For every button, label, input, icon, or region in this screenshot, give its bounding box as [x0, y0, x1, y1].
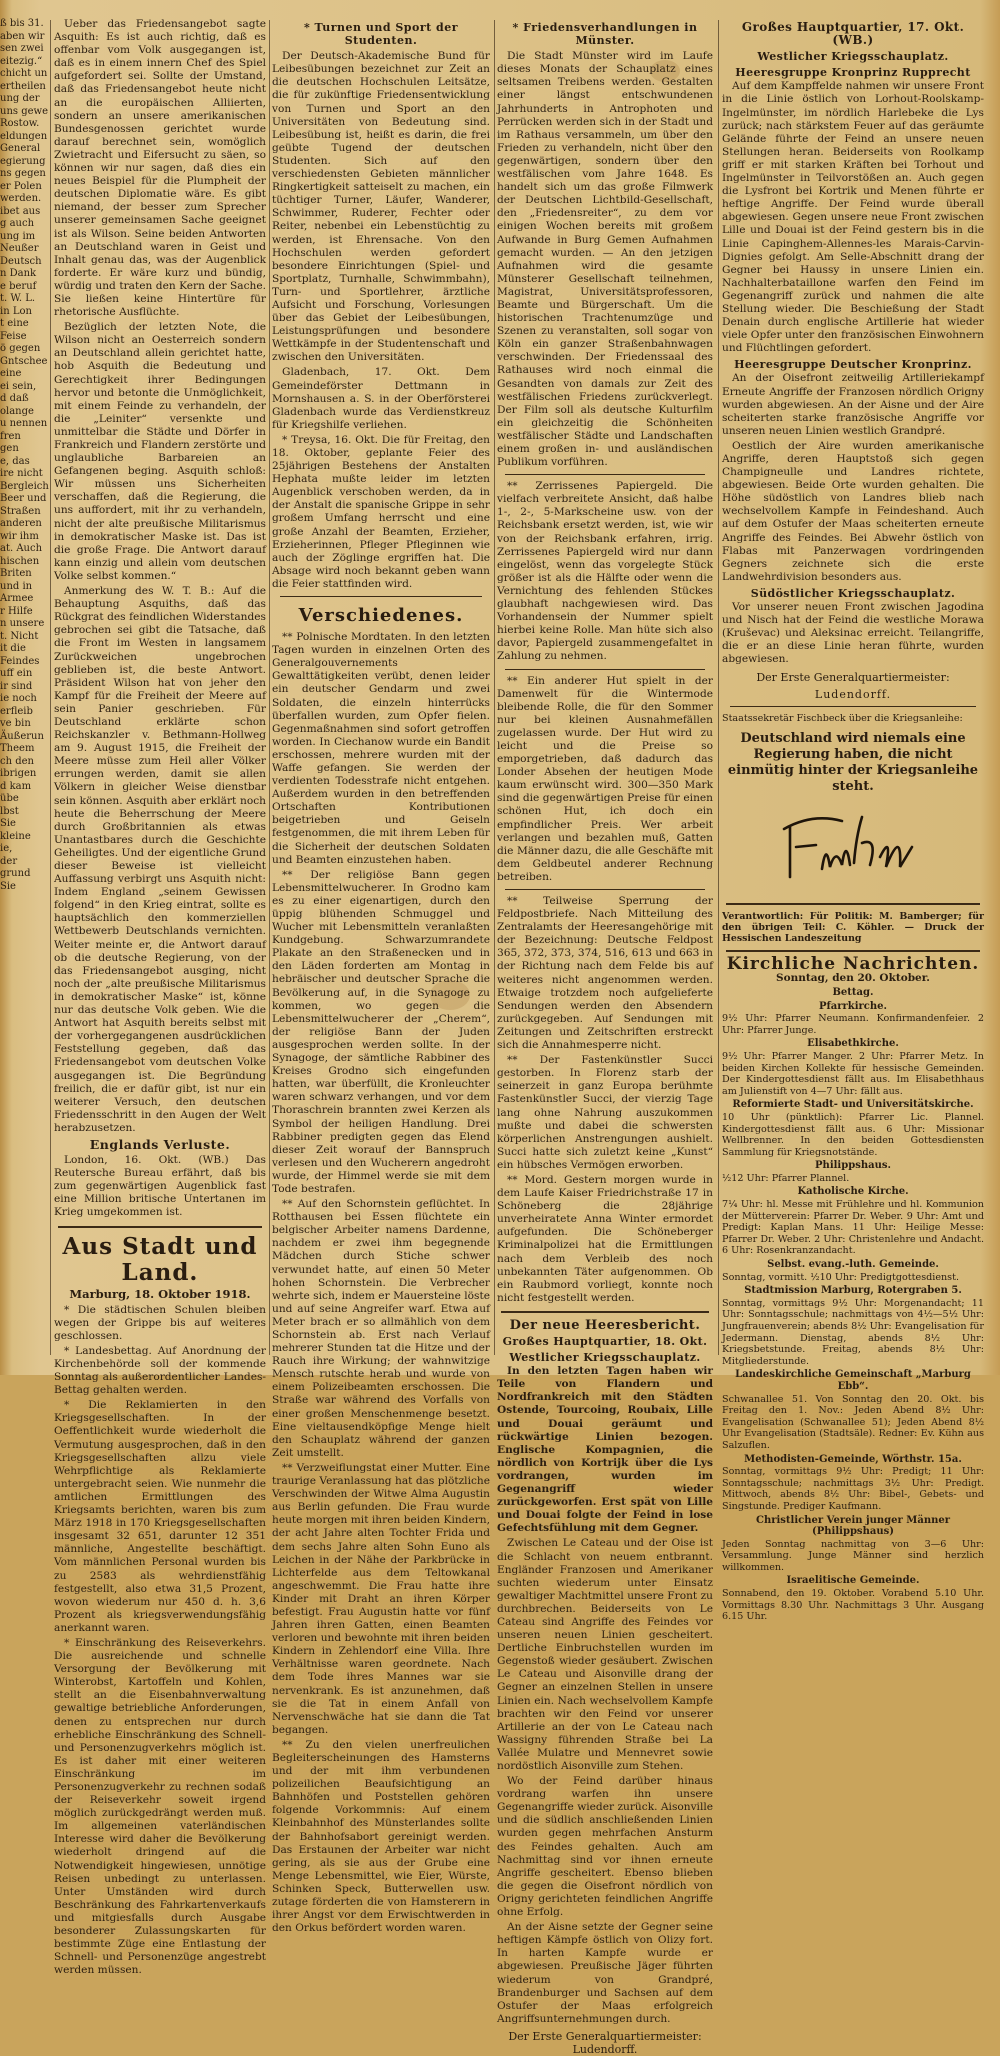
church-name: Elisabethkirche. — [807, 1038, 899, 1050]
section-heading-miscellaneous: Verschiedenes. — [298, 605, 464, 627]
fragment-line: Rostow. — [0, 118, 40, 129]
fragment-line: Äußerun — [0, 730, 44, 742]
section-heading-army-report: Der neue Heeresbericht. — [509, 1317, 701, 1333]
fragment-line: übe — [0, 793, 19, 804]
column-3 — [497, 18, 713, 2056]
fragment-line: Sie — [0, 880, 16, 892]
service-times: 9½ Uhr: Pfarrer Manger. 2 Uhr: Pfarrer Metz. In beiden Kirchen Kollekte für hessische Gemeinden. Der Kindergottesdienst fällt aus. Im Elisabethhaus am Julienstift von 4—7 Uhr: fällt aus. — [722, 1050, 984, 1097]
church-news-date: Sonntag, den 20. Oktober. — [776, 971, 930, 984]
service-times: Sonnabend, den 19. Oktober. Vorabend 5.10 Uhr. Vormittags 8.30 Uhr. Nachmittags 3 Uhr. Ausgang 6.15 Uhr. — [722, 1588, 984, 1623]
article-paragraph: An der Oisefront zeitweilig Artilleriekampf Erneute Angriffe der Franzosen nördlich Origny wurden abgewiesen. An der Aisne und der Aire scheiterten starke französische Angriffe vor unseren neuen Linien westlich Grandpré. — [722, 372, 984, 437]
fragment-line: ung der — [0, 93, 40, 104]
fragment-line: Bergleich — [0, 480, 49, 492]
church-listing — [722, 987, 984, 1623]
fragment-line: uns gewe — [0, 105, 48, 117]
report-subheading: Heeresgruppe Kronprinz Rupprecht — [735, 66, 971, 80]
fragment-line: eitezig.“ — [0, 55, 43, 67]
fragment-line: ch den — [0, 755, 34, 767]
column-rule — [494, 20, 495, 1355]
fragment-line: d kam — [0, 780, 32, 792]
divider — [505, 474, 705, 475]
article-paragraph: Zwischen Le Cateau und der Oise ist die Schlacht von neuem entbrannt. Engländer Franzosen und Amerikaner suchten wiederum unter Einsatz gewaltiger Machtmittel unsere Front zu durchbrechen. Beiderseits von Le Cateau sind Angriffe des Feindes vor unseren neuen Linien gescheitert. Dertliche Einbruchstellen wurden im Gegenstoß wieder gesäubert. Zwischen Le Cateau und Aisonville drang der Gegner an einzelnen Stellen in unsere Linien ein. Nach wechselvollem Kampfe brachten wir den Feind vor unserer Artillerie an der von Le Cateau nach Wassigny führenden Straße bei La Vallée Mulatre und Mennevret sowie nordöstlich Aisonville zum Stehen. — [497, 1537, 713, 1772]
column-1 — [54, 18, 266, 1977]
church-name: Philippshaus. — [815, 1160, 891, 1172]
fragment-line: olange — [0, 405, 34, 417]
fragment-line: ibrigen — [0, 768, 37, 779]
fragment-line: t. Nicht — [0, 630, 39, 642]
dateline: Marburg, 18. Oktober 1918. — [69, 1286, 251, 1301]
article-paragraph: Gladenbach, 17. Okt. Dem Gemeindeförster Dettmann in Mornshausen a. S. in der Oberförsterei Gladenbach wurde das Verdienstkreuz für Kriegshilfe verliehen. — [272, 366, 490, 431]
fragment-line: chicht un — [0, 68, 48, 79]
fragment-line: t eine — [0, 318, 29, 329]
fragment-line: n Dank — [0, 268, 37, 279]
report-dateline: Großes Hauptquartier, 18. Okt. — [502, 1335, 708, 1348]
fragment-line: Armee — [0, 593, 34, 604]
fragment-line: Feise — [0, 330, 27, 342]
fragment-line: Gntschee — [0, 355, 48, 367]
section-heading: Englands Verluste. — [89, 1136, 231, 1152]
fragment-line: Straßen — [0, 505, 41, 517]
fragment-line: e beruf — [0, 280, 37, 292]
fragment-line: r Hilfe — [0, 605, 33, 617]
report-subheading: Südöstlicher Kriegsschauplatz. — [750, 586, 956, 600]
fragment-line: egierung — [0, 155, 46, 167]
article-paragraph: ** Polnische Mordtaten. In den letzten Tagen wurden in einzelnen Orten des Generalgouvernements Gewalttätigkeiten verübt, denen leider ein deutscher Gendarm und zwei Soldaten, die einzeln hinterrücks überfallen wurden, zum Opfer fielen. Gegenmaßnahmen sind sofort getroffen worden. In Ciechanow wurde ein Bandit erschossen, mehrere wurden mit der Waffe gefangen. Sie werden der verdienten Todesstrafe nicht entgehen. Außerdem wurden in den betreffenden Ortschaften Kontributionen beigetrieben und Geiseln festgenommen, die mit ihrem Leben für die Sicherheit der deutschen Soldaten und Beamten einzustehen haben. — [272, 631, 490, 866]
article-paragraph: ** Zu den vielen unerfreulichen Begleiterscheinungen des Hamsterns und der mit ihm verbundenen polizeilichen Beaufsichtigung an Bahnhöfen und Poststellen gehören folgende Vorkommnis: Auf einem Kleinbahnhof des Münsterlandes sollte der Bahnhofsabort gereinigt werden. Das Erstaunen der Arbeiter war nicht gering, als sie aus der Grube eine Menge Lebensmittel, wie Eier, Würste, Schinken Speck, Butterwellen usw. zutage förderten die von Hamsterern in ihrer Angst vor dem Erwischtwerden in den Orkus befördert worden waren. — [272, 1738, 490, 1935]
fragment-line: ir sind — [0, 680, 33, 692]
fragment-line: ire nicht — [0, 468, 43, 479]
article-paragraph: Der Deutsch-Akademische Bund für Leibesübungen bezeichnet zur Zeit an die deutschen Hochschulen Leitsätze, die für zukünftige Friedensentwicklung von Turnen und Sport an den Universitäten von Bedeutung sind. Leibesübung ist, heißt es darin, die frei geübte Tugend der deutschen Studenten. Sich auf den verschiedensten Gebieten männlicher Ringkertigkeit satteiselt zu machen, ein tüchtiger Turner, Läufer, Wanderer, Schwimmer, Ruderer, Fechter oder Reiter, nebenbei ein Lebenstüchtig zu werden, ist Ehrensache. Von den Hochschulen werden gefordert besondere Einrichtungen (Spiel- und Sportplatz, Turnhalle, Schwimmbahn), Turn- und Sportlehrer, ärztliche Aufsicht und Forschung, Vorlesungen über das Gebiet der Leibesübungen, Leistungsprüfungen und besondere Wettkämpfe in der Studentenschaft und zwischen den Universitäten. — [272, 50, 490, 364]
signature-drawing — [782, 807, 922, 887]
service-times: 9½ Uhr: Pfarrer Neumann. Konfirmandenfeier. 2 Uhr: Pfarrer Junge. — [722, 1013, 984, 1036]
fragment-line: ö gegen — [0, 343, 41, 354]
article-paragraph: * Die Reklamierten in den Kriegsgesellschaften. In der Oeffentlichkeit wurde wiederholt die Vermutung ausgesprochen, daß in den Kriegsgesellschaften allzu viele Wehrpflichtige als Reklamierte untergebracht seien. Wie nunmehr die amtlichen Ermittlungen des Kriegsamts berichten, waren bis zum März 1918 in 170 Kriegsgesellschaften insgesamt 32 651, darunter 12 351 männliche, Angestellte beschäftigt. Vom männlichen Personal wurden bis zu 2583 als wehrdienstfähig festgestellt, also etwa 31,5 Prozent, wovon wiederum nur 450 d. h. 3,6 Prozent als kriegsverwendungsfähig anerkannt waren. — [54, 1399, 266, 1634]
fragment-line: eldungen — [0, 130, 48, 142]
fragment-line: und in — [0, 580, 33, 592]
fragment-line: der — [0, 855, 18, 867]
report-dateline: Großes Hauptquartier, 17. Okt. (WB.) — [741, 20, 965, 48]
column-4 — [722, 18, 984, 1623]
fragment-line: hischen — [0, 555, 40, 567]
fragment-line: General — [0, 143, 41, 154]
fragment-line: in Lon — [0, 305, 32, 317]
divider — [730, 706, 976, 707]
divider — [726, 903, 980, 905]
church-name: Katholische Kirche. — [797, 1186, 909, 1198]
fragment-line: eine — [0, 368, 22, 379]
column-rule — [269, 20, 270, 1355]
war-bond-quote: Deutschland wird niemals eine Regierung haben, die nicht einmütig hinter der Kriegsanleihe steht. — [727, 730, 979, 794]
column-2 — [272, 18, 490, 1935]
fragment-line: ei sein, — [0, 380, 37, 392]
article-paragraph: ** Zerrissenes Papiergeld. Die vielfach verbreitete Ansicht, daß halbe 1-, 2-, 5-Markscheine usw. von der Reichsbank ersetzt werden, ist, wie wir von der Reichsbank erfahren, irrig. Zerrissenes Papiergeld wird nur dann eingelöst, wenn das vorgelegte Stück größer ist als die Hälfte oder wenn die Vernichtung des fehlenden Stückes glaubhaft nachgewiesen wird. Das Vorhandensein der Nummer spielt hierbei keine Rolle. Man hüte sich also davor, Papiergeld zusammengefaltet in Zahlung zu nehmen. — [497, 480, 713, 663]
fragment-line: uff ein — [0, 668, 33, 679]
article-paragraph: * Die städtischen Schulen bleiben wegen der Grippe bis auf weiteres geschlossen. — [54, 1303, 266, 1342]
divider — [505, 889, 705, 890]
fragment-line: t. W. L. — [0, 293, 36, 304]
fragment-line: ie noch — [0, 693, 37, 704]
article-paragraph: ** Teilweise Sperrung der Feldpostbriefe. Nach Mitteilung des Zentralamts der Heeresangehörige mit der Bezeichnung: Deutsche Feldpost 365, 372, 373, 374, 516, 613 und 663 in der Richtung nach dem Felde bis auf weiteres nicht angenommen werden. Etwaige trotzdem noch aufgelieferte Sendungen werden den Absendern zurückgegeben. Auf Sendungen mit Zeitungen und Zeitschriften erstreckt sich die Annahmesperre nicht. — [497, 895, 713, 1052]
service-times: Sonntag, vormitt. ½10 Uhr: Predigtgottesdienst. — [722, 1271, 960, 1283]
fragment-line: u nennen — [0, 418, 48, 429]
fragment-line: ung im — [0, 230, 36, 242]
report-subheading: Heeresgruppe Deutscher Kronprinz. — [734, 358, 972, 372]
service-times: Sonntag, vormittags 9½ Uhr: Morgenandacht; 11 Uhr: Sonntagsschule; nachmittags von 4½—5½ Uhr: Jungfrauenverein; abends 8½ Uhr: Evangelisation für Jedermann. Dienstag, abends 8½ Uhr: Kriegsbetstunde. Freitag, abends 8½ Uhr: Mitgliederstunde. — [722, 1297, 984, 1367]
church-news-heading: Kirchliche Nachrichten. — [726, 953, 980, 974]
article-paragraph: Oestlich der Aire wurden amerikanische Angriffe, deren Hauptstoß sich gegen Champigneulle und Landres richtete, abgewiesen. Beide Orte wurden gehalten. Die Höhe südöstlich von Landres blieb nach wechselvollem Kampfe in Feindeshand. Auch auf dem Ostufer der Maas scheiterten erneute Angriffe des Feindes. Bei Abwehr östlich von Flabas mit Panzerwagen vordringenden Gegners zeichnete sich die erste Landwehrdivision besonders aus. — [722, 439, 984, 583]
fragment-line: gen — [0, 443, 19, 454]
article-paragraph: ** Der Fastenkünstler Succi gestorben. In Florenz starb der seinerzeit in ganz Europa berühmte Fastenkünstler Succi, der vierzig Tage lang ohne Nahrung auszukommen mußte und dabei die schwersten körperlichen Anstrengungen aushielt. Succi hatte sich zuletzt keine „Kunst“ ein hübsches Vermögen erworben. — [497, 1054, 713, 1171]
article-paragraph: An der Aisne setzte der Gegner seine heftigen Kämpfe östlich von Olizy fort. In harten Kampfe wurde er abgewiesen. Preußische Jäger führten wiederum von Grandpré, Brandenburger und Sachsen auf dem Ostufer der Maas erfolgreich Angriffsunternehmungen durch. — [497, 1921, 713, 2025]
column-rule — [718, 20, 719, 1355]
service-times: ½12 Uhr: Pfarrer Plannel. — [722, 1172, 850, 1184]
article-paragraph: London, 16. Okt. (WB.) Das Reutersche Bureau erfährt, daß bis zum gegenwärtigen Augenblick fast eine Million britische Untertanen im Krieg umgekommen ist. — [54, 1154, 266, 1219]
column-rule — [50, 20, 51, 1355]
fragment-line: Sie — [0, 818, 16, 829]
fragment-line: n unsere — [0, 618, 45, 629]
article-paragraph: ** Der religiöse Bann gegen Lebensmittelwucherer. In Grodno kam es zu einer eigenartigen, durch den üppig blühenden Schmuggel und Wucher mit Lebensmitteln veranlaßten Kundgebung. Schwarzumrandete Plakate an den Straßenecken und in den Läden forderten am Montag in hebräischer und deutscher Sprache die Bevölkerung auf, in die Synagoge zu kommen, wo gegen die Lebensmittelwucherer der „Cherem“, der religiöse Bann der Juden ausgesprochen werden sollte. In der Synagoge, der sämtliche Rabbiner des Kreises Grodno sich eingefunden hatten, war überfüllt, die Kronleuchter waren schwarz verhangen, und vor dem Thoraschrein brannten zwei Kerzen als Symbol der heiligen Handlung. Drei Rabbiner predigten gegen das Elend dieser Zeit worauf der Bannspruch verlesen und den Wucherern angedroht wurde, der Himmel werde sie mit dem Tode bestrafen. — [272, 868, 490, 1195]
fragment-line: grund — [0, 868, 31, 879]
article-paragraph: In den letzten Tagen haben wir Teile von Flandern und Nordfrankreich mit den Städten Ostende, Tourcoing, Roubaix, Lille und Douai geräumt und rückwärtige Linien bezogen. Englische Kompagnien, die nördlich von Kortrijk über die Lys vordrangen, wurden im Gegenangriff wieder zurückgeworfen. Erst spät von Lille und Douai folgte der Feind in lose Gefechtsfühlung mit dem Gegner. — [497, 1365, 713, 1535]
fragment-line: Neußer — [0, 243, 39, 254]
article-paragraph: Ueber das Friedensangebot sagte Asquith: Es ist auch richtig, daß es offenbar vom Volk ausgegangen ist, daß es in einem innern Chef des Spiel aufgefordert sei. Sollte der Umstand, daß das Friedensangebot heute nicht an die europäischen Alliierten, sondern an unsere amerikanischen Bundesgenossen gerichtet wurde darauf berechnet sein, womöglich Zwietracht und Eifersucht zu säen, so können wir nur sagen, daß dies ein neues Beispiel für die Plumpheit der deutschen Diplomatie wäre. Es gibt niemand, der besser zum Sprecher unserer gemeinsamen Sache geeignet ist als Wilson. Seine beiden Antworten an Deutschland waren in Geist und Inhalt genau das, was der Augenblick forderte. Er wäre kurz und bündig, würdig und traten den Kern der Sache. Sie ließen keine Hintertüre für rhetorische Ausflüchte. — [54, 18, 266, 319]
article-paragraph: * Landesbettag. Auf Anordnung der Kirchenbehörde soll der kommende Sonntag als außerordentlicher Landes-Bettag gehalten werden. — [54, 1344, 266, 1397]
fragment-line: g auch — [0, 218, 35, 229]
report-signature-title: Der Erste Generalquartiermeister: — [756, 670, 950, 684]
imprint: Verantwortlich: Für Politik: M. Bamberger; für den übrigen Teil: C. Köhler. — Druck der Hessischen Landeszeitung — [722, 910, 984, 944]
fragment-line: ertheilen — [0, 80, 46, 92]
church-name: Christlicher Verein junger Männer (Philippshaus) — [756, 1514, 950, 1538]
article-paragraph: ** Auf den Schornstein geflüchtet. In Rotthausen bei Essen flüchtete ein belgischer Arbeiter namens Dardenne, nachdem er zwei ihm begegnende Mädchen durch Stiche schwer verwundet hatte, auf einen 50 Meter hohen Schornstein. Die Verbrecher wehrte sich, indem er Mauersteine löste und auf seine Angreifer warf. Etwa auf Meter brach er so allmählich von dem Schornstein ab. Erst nach Verlauf mehrerer Stunden tat die Hitze und der Rauch ihre Wirkung; der wahnwitzige Mensch rutschte herab und wurde von einem Polizeibeamten erschossen. Die Straße war während des Vorfalls von einer großen Menschenmenge besetzt. Eine vieltausendköpfige Menge hielt den Schauplatz während der ganzen Zeit umstellt. — [272, 1198, 490, 1459]
quote-intro: Staatssekretär Fischbeck über die Kriegsanleihe: — [722, 712, 963, 724]
service-times: Jeden Sonntag nachmittag von 3—6 Uhr: Versammlung. Junge Männer sind herzlich willkommen. — [722, 1538, 984, 1573]
fragment-line: ibet aus — [0, 205, 41, 217]
divider — [280, 596, 482, 597]
article-paragraph: Die Stadt Münster wird im Laufe dieses Monats der Schauplatz eines seltsamen Treibens werden. Gestalten einer längst entschwundenen Jahrhunderts in Antrophoten und Perrücken werden sich in der Stadt und im Rathaus versammeln, um über den Frieden zu verhandeln, nicht über den gegenwärtigen, sondern über den westfälischen vom Jahre 1648. Es handelt sich um das große Filmwerk der Deutschen Lichtbild-Gesellschaft, den „Friedensreiter“, zu dem vor einigen Wochen bereits mit großem Aufwande in Burg Gemen Aufnahmen gemacht wurden. — An den jetzigen Aufnahmen wird die gesamte Münsterer Gesellschaft teilnehmen, Magistrat, Universitätsprofessoren, Beamte und Bürgerschaft. Um die historischen Trachtenumzüge und Szenen zu veranstalten, soll sogar von Köln ein ganzer Straßenbahnwagen verschwinden. Der Friedenssaal des Rathauses wird noch einmal die Gesandten von damals zur Zeit des westfälischen Friedens zurückverlegt. Der Film soll als deutsche Kulturfilm ein gleichzeitig die Schönheiten westfälischer Städte und Landschaften einem großen in- und ausländischen Publikum vorführen. — [497, 50, 713, 469]
article-paragraph: * Einschränkung des Reiseverkehrs. Die ausreichende und schnelle Versorgung der Bevölkerung mit Winterobst, Kartoffeln und Kohlen, stellt an die Eisenbahnverwaltung gewaltige betriebliche Anforderungen, denen zu entsprechen nur durch erhebliche Einschränkung des Schnell- und Personenzugverkehrs möglich ist. Es ist daher mit einer weiteren Einschränkung im Personenzugverkehr zu rechnen sodaß der Reiseverkehr soweit irgend möglich zurückgedrängt werden muß. Im allgemeinen vaterländischen Interesse wird daher die Bevölkerung wiederholt dringend auf die Notwendigkeit hingewiesen, unnötige Reisen unbedingt zu unterlassen. Unter Umständen wird durch Beschränkung des Fahrkartenverkaufs und mitgiesfalls durch Ausgabe besonderer Zulassungskarten für bestimmte Züge eine Entlastung der Schnell- und Personenzüge angestrebt werden müssen. — [54, 1636, 266, 1977]
article-paragraph: Wo der Feind darüber hinaus vordrang warfen ihn unsere Gegenangriffe wieder zurück. Aisonville und die südlich anschließenden Linien wurden gegen mehrfachen Ansturm des Feindes gehalten. Auch am Nachmittag sind vor ihnen erneute Angriffe gescheitert. Ebenso blieben die gegen die Oisefront nördlich von Origny gerichteten feindlichen Angriffe ohne Erfolg. — [497, 1775, 713, 1919]
service-times: Schwanallee 51. Von Sonntag den 20. Okt. bis Freitag den 1. Nov.: Jeden Abend 8½ Uhr: Evangelisation (Schwanallee 51); Jeden Abend 8½ Uhr Evangelisation (Stadtsäle). Redner: Ev. Kühn aus Salzuflen. — [722, 1393, 984, 1451]
report-subheading: Westlicher Kriegsschauplatz. — [757, 50, 949, 64]
report-signature-name: Ludendorff. — [814, 687, 892, 701]
fragment-line: Deutsch — [0, 255, 42, 267]
fragment-line: Feindes — [0, 655, 40, 667]
fragment-line: it die — [0, 643, 26, 654]
fragment-line: Beer und — [0, 493, 47, 504]
fragment-line: ß bis 31. — [0, 18, 44, 29]
article-heading: * Friedensverhandlungen in Münster. — [512, 21, 698, 48]
divider — [58, 1226, 262, 1228]
article-paragraph: Anmerkung des W. T. B.: Auf die Behauptung Asquiths, daß das Rückgrat des feindlichen Widerstandes gebrochen sei gibt die Tatsache, daß die Front im Westen in langsamem Zurückweichen ungebrochen geblieben ist, die beste Antwort. Präsident Wilson hat von jeher den Kampf für die Freiheit der Meere auf sein Panier geschrieben. Für Deutschland erklärte schon Reichskanzler v. Bethmann-Hollweg am 9. August 1915, die Freiheit der Meere müsse zum Heil aller Völker errungen werden, damit sie allen Völkern in gleicher Weise dienstbar sein können. Asquith aber erklärt noch heute die Beherrschung der Meere durch Großbritannien als etwas Unantastbares durch die Geschichte Geheiligtes. Und der eigentliche Grund dieser Beweise ist vielleicht Auffassung verbirgt uns Asquith nicht: Indem England „seinem Gewissen folgend“ in den Krieg eintrat, sollte es hauptsächlich den kommerziellen Wettbewerb Deutschlands vernichten. Weiter meinte er, die Antwort darauf ob die deutsche Regierung, von der das Friedensangebot ausging, nicht noch der „alte preußische Militarismus in demokratischer Maske“ ist, könne nur das deutsche Volk geben. Wie die Antwort hat Asquith bereits selbst mit der vorhergegangenen ausdrücklichen Feststellung gegeben, daß das Friedensangebot vom deutschen Volke ausgegangen ist. Die Begründung freilich, die er dafür gibt, ist nur ein weiterer Versuch, den deutschen Friedensschritt in den Augen der Welt herabzusetzen. — [54, 585, 266, 1134]
handwritten-signature — [722, 801, 984, 897]
church-name: Pfarrkirche. — [818, 1000, 888, 1012]
church-name: Selbst. evang.-luth. Gemeinde. — [767, 1259, 939, 1271]
church-name: Israelitische Gemeinde. — [786, 1575, 920, 1587]
fragment-line: lbst — [0, 805, 19, 817]
fragment-line: at. Auch — [0, 543, 43, 554]
article-heading: * Turnen und Sport der Studenten. — [303, 21, 459, 48]
fragment-line: werden. — [0, 193, 42, 204]
service-times: 7¼ Uhr: hl. Messe mit Frühlehre und hl. Kommunion der Mütterverein: Pfarrer Dr. Weber. 9 Uhr: Amt und Predigt: Kaplan Mans. 11 Uhr: Heilige Messe: Pfarrer Dr. Weber. 2 Uhr: Christenlehre und Andacht. 6 Uhr: Rosenkranzandacht. — [722, 1199, 984, 1257]
article-paragraph: ** Mord. Gestern morgen wurde in dem Laufe Kaiser Friedrichstraße 17 in Schöneberg die 28jährige unverheiratete Anna Winter ermordet aufgefunden. Die Schöneberger Kriminalpolizei hat die Ermittlungen nach dem Verbleib des noch unbekannten Täter aufgenommen. Ob ein Raubmord vorliegt, konnte noch nicht festgestellt werden. — [497, 1173, 713, 1304]
fragment-line: erfleib — [0, 705, 33, 717]
fragment-line: er Polen — [0, 180, 42, 192]
article-paragraph: Bezüglich der letzten Note, die Wilson nicht an Oesterreich sondern an Deutschland allein gerichtet hatte, hob Asquith die Bedeutung und Gerechtigkeit ihrer Bedingungen hervor und betonte die Unmöglichkeit, mit einem Feinde zu verhandeln, der die „Leiniter“ versenkte und unmittelbar die Städte und Dörfer in Frankreich und Flandern zerstörte und unglaubliche Barbareien an Gefangenen beging. Asquith schloß: Wir müssen uns Sicherheiten verschaffen, daß die Regierung, die uns auffordert, mit ihr zu verhandeln, nicht der alte preußische Militarismus in demokratischer Maske ist. Das ist die große Frage. Die Antwort darauf kann einzig und allein vom deutschen Volke selbst kommen.“ — [54, 321, 266, 582]
fragment-line: e, das — [0, 455, 30, 467]
fragment-line: ns gegen — [0, 168, 46, 179]
church-name: Methodisten-Gemeinde, Wörthstr. 15a. — [744, 1453, 962, 1465]
fragment-line: anderen — [0, 518, 42, 529]
report-signature: Der Erste Generalquartiermeister: Ludendorff. — [508, 2029, 702, 2056]
fragment-line: fren — [0, 430, 21, 442]
fragment-line: kleine — [0, 830, 31, 842]
fragment-line: ve bin — [0, 718, 31, 729]
church-name: Landeskirchliche Gemeinschaft „Marburg Ebb“. — [735, 1369, 971, 1392]
church-name: Reformierte Stadt- und Universitätskirche. — [732, 1099, 974, 1111]
fragment-line: wir ihm — [0, 530, 39, 542]
article-paragraph: Vor unserer neuen Front zwischen Jagodina und Nisch hat der Feind die westliche Morawa (Kruševac) und Aleksinac erreicht. Teilangriffe, die er an diese Linie heran führte, wurden abgewiesen. — [722, 601, 984, 666]
fragment-line: Theem — [0, 743, 35, 754]
fragment-line: sen zwei — [0, 43, 44, 54]
report-subheading: Westlicher Kriegsschauplatz. — [509, 1351, 701, 1365]
service-times: Sonntag, vormittags 9½ Uhr: Predigt; 11 Uhr: Sonntagsschule; nachmittags 3½ Uhr: Predigt. Mittwoch, abends 8½ Uhr: Bibel-, Gebets- und Singstunde. Prediger Kaufmann. — [722, 1466, 984, 1512]
service-times: 10 Uhr (pünktlich): Pfarrer Lic. Plannel. Kindergottesdienst fällt aus. 6 Uhr: Missionar Wellbrenner. In den beiden Gottesdiensten Sammlung für Kriegsnotstände. — [722, 1111, 984, 1158]
church-name: Bettag. — [832, 986, 874, 998]
article-paragraph: * Treysa, 16. Okt. Die für Freitag, den 18. Oktober, geplante Feier des 25jährigen Bestehens der Anstalten Hephata mußte leider im letzten Augenblick verschoben werden, da in der Anstalt die spanische Grippe in sehr großem Umfang herrscht und eine große Anzahl der Beamten, Erzieher, Erzieherinnen, Pfleger Pfleginnen wie auch der Zöglinge ergriffen hat. Die Absage wird noch bekannt geben wann die Feier stattfinden wird. — [272, 433, 490, 590]
section-heading-local-news: Aus Stadt und Land. — [62, 1232, 258, 1286]
fragment-line: ie, — [0, 843, 13, 854]
fragment-line: Briten — [0, 568, 32, 579]
divider — [505, 669, 705, 670]
divider — [726, 950, 980, 952]
divider — [501, 1311, 709, 1313]
fragment-line: aben wir — [0, 30, 45, 42]
cropped-column-fragment — [0, 18, 49, 1355]
church-name: Stadtmission Marburg, Rotergraben 5. — [744, 1285, 962, 1297]
article-paragraph: ** Ein anderer Hut spielt in der Damenwelt für die Wintermode bleibende Rolle, die für den Sommer nur bei kleinen Ausnahmefällen zugelassen wurde. Der Hut wird zu leicht und die Preise so emporgetrieben, daß dadurch das Londer Absehen der heutigen Mode kaum erwünscht wird. 300—350 Mark sind die gegenwärtigen Preise für einen schönen Hut, ich doch ein empfindlicher Preis. Wer arbeit verlangen und bezahlen muß, Gatten die Männer dazu, die alle Geschäfte mit dem Geldbeutel anderer Rechnung betreiben. — [497, 674, 713, 883]
fragment-line: d daß — [0, 393, 29, 404]
article-paragraph: ** Verzweiflungstat einer Mutter. Eine traurige Veranlassung hat das plötzliche Verschwinden der Witwe Alma Augustin aus Berlin gefunden. Die Frau wurde heute morgen mit ihren beiden Kindern, der acht Jahre alten Tochter Frida und dem sechs Jahre alten Sohn Euno als Leichen in der Nähe der Parkbrücke in Lichterfelde aus dem Teltowkanal angeschwemmt. Die Frau hatte ihre Kinder mit Draht an ihren Körper befestigt. Frau Augustin hatte vor fünf Jahren ihren Gatten, einen Beamten verloren und bewohnte mit ihren beiden Kindern in Zehlendorf eine Villa. Ihre Verhältnisse waren geordnete. Nach dem Tode ihres Mannes war sie nervenkrank. Es ist anzunehmen, daß sie die Tat in einem Anfall von Nervenschwäche hat sie dann die Tat begangen. — [272, 1461, 490, 1736]
article-paragraph: Auf dem Kampffelde nahmen wir unsere Front in die Linie östlich von Lorhout-Roolskamp-Ingelmünster, im nördlich Harlebeke die Lys zurück; nach stärkstem Feuer auf das geräumte Gelände führte der Feind an unsere neuen Stellungen heran. Beiderseits von Roolkamp griff er mit starken Kräften bei Torhout und Ingelmünster in Teilvorstößen an. Auch gegen die Lysfront bei Kortrik und Menen führte er heftige Angriffe. Der Feind wurde überall abgewiesen. Gegen unsere neue Front zwischen Lille und Douai ist der Feind gestern bis in die Linie Capinghem-Allennes-les Marais-Carvin-Dignies gefolgt. Am Selle-Abschnitt drang der Gegner bei Haussy in unsere Linien ein. Nachhalterbataillone warfen den Feind im Gegenangriff zurück und nahmen die alte Stellung wieder. Die Beschießung der Stadt Denain durch englische Artillerie hat wieder viele Opfer unter den französischen Einwohnern und Flüchtlingen gefordert. — [722, 80, 984, 355]
